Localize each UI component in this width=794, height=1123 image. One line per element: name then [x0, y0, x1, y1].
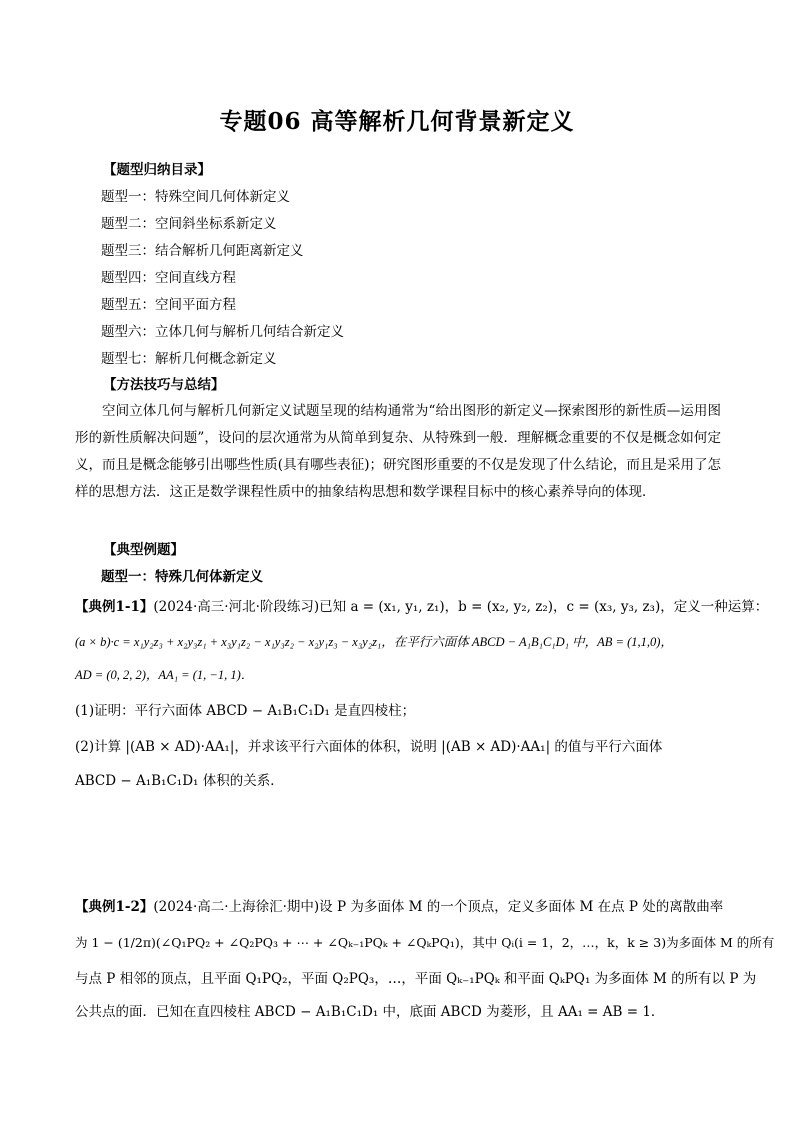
- example-1-1-source: (2024·高三·河北·阶段练习)已知 a = (x₁, y₁, z₁)，b = (x₂, y₂, z₂)，c = (x₃, y₃, z₃)，定义一种运算：: [153, 599, 769, 615]
- example-1-1-question-1: (1)证明：平行六面体 ABCD − A₁B₁C₁D₁ 是直四棱柱；: [75, 703, 416, 719]
- catalog-item-4: 题型四：空间直线方程: [101, 270, 236, 286]
- examples-heading: 【典型例题】: [103, 542, 184, 558]
- example-1-2-source: (2024·高二·上海徐汇·期中)设 P 为多面体 M 的一个顶点，定义多面体 M 在点 P 处的离散曲率: [153, 899, 724, 915]
- example-1-1-question-2b: ABCD − A₁B₁C₁D₁ 体积的关系．: [75, 773, 284, 789]
- example-1-2-line-2: 为 1 − (1/2π)(∠Q₁PQ₂ + ∠Q₂PQ₃ + ⋯ + ∠Qₖ₋₁PQₖ + ∠QₖPQ₁)，其中 Qᵢ(i = 1，2，…，k，k ≥ 3)为多面体 M 的所有: [75, 935, 775, 950]
- page-title: 专题06 高等解析几何背景新定义: [219, 108, 575, 135]
- example-1-1-question-2a: (2)计算 |(AB × AD)·AA₁|，并求该平行六面体的体积，说明 |(AB × AD)·AA₁| 的值与平行六面体: [75, 739, 663, 755]
- methods-paragraph: 空间立体几何与解析几何新定义试题呈现的结构通常为“给出图形的新定义—探索图形的新性质—运用图形的新性质解决问题”，设问的层次通常为从简单到复杂、从特殊到一般．理解概念重要的不仅是概念如何定义，而且是概念能够引出哪些性质(具有哪些表征)；研究图形重要的不仅是发现了什么结论，而且是采用了怎样的思想方法．这正是数学课程性质中的抽象结构思想和数学课程目标中的核心素养导向的体现．: [75, 403, 721, 500]
- catalog-item-1: 题型一：特殊空间几何体新定义: [101, 189, 290, 205]
- catalog-heading: 【题型归纳目录】: [103, 162, 211, 178]
- example-1-1-line-2: (a × b)·c = x₁y₂z₃ + x₂y₃z₁ + x₃y₁z₂ − x₁y₃z₂ − x₂y₁z₃ − x₃y₂z₁，在平行六面体 ABCD − A₁B₁C₁D₁ 中，AB = (1,1,0)，: [75, 635, 673, 649]
- example-1-1-line-1: [75, 597, 768, 617]
- example-1-2-label: 【典例1-2】: [75, 899, 154, 915]
- example-1-1-label: 【典例1-1】: [75, 599, 154, 615]
- methods-heading: 【方法技巧与总结】: [103, 377, 225, 393]
- catalog-item-7: 题型七：解析几何概念新定义: [101, 351, 277, 367]
- catalog-item-2: 题型二：空间斜坐标系新定义: [101, 216, 277, 232]
- example-1-2-line-3: 与点 P 相邻的顶点，且平面 Q₁PQ₂，平面 Q₂PQ₃，…，平面 Qₖ₋₁PQₖ 和平面 QₖPQ₁ 为多面体 M 的所有以 P 为: [75, 971, 757, 987]
- catalog-item-6: 题型六：立体几何与解析几何结合新定义: [101, 324, 344, 340]
- type-one-heading: 题型一：特殊几何体新定义: [101, 569, 263, 585]
- example-1-2-line-4: 公共点的面．已知在直四棱柱 ABCD − A₁B₁C₁D₁ 中，底面 ABCD 为菱形，且 AA₁ = AB = 1．: [75, 1004, 665, 1020]
- catalog-item-5: 题型五：空间平面方程: [101, 297, 236, 313]
- example-1-1-line-3: AD = (0, 2, 2)，AA₁ = (1, −1, 1)．: [75, 668, 254, 682]
- example-1-2-line-1: [75, 897, 723, 917]
- catalog-item-3: 题型三：结合解析几何距离新定义: [101, 243, 304, 259]
